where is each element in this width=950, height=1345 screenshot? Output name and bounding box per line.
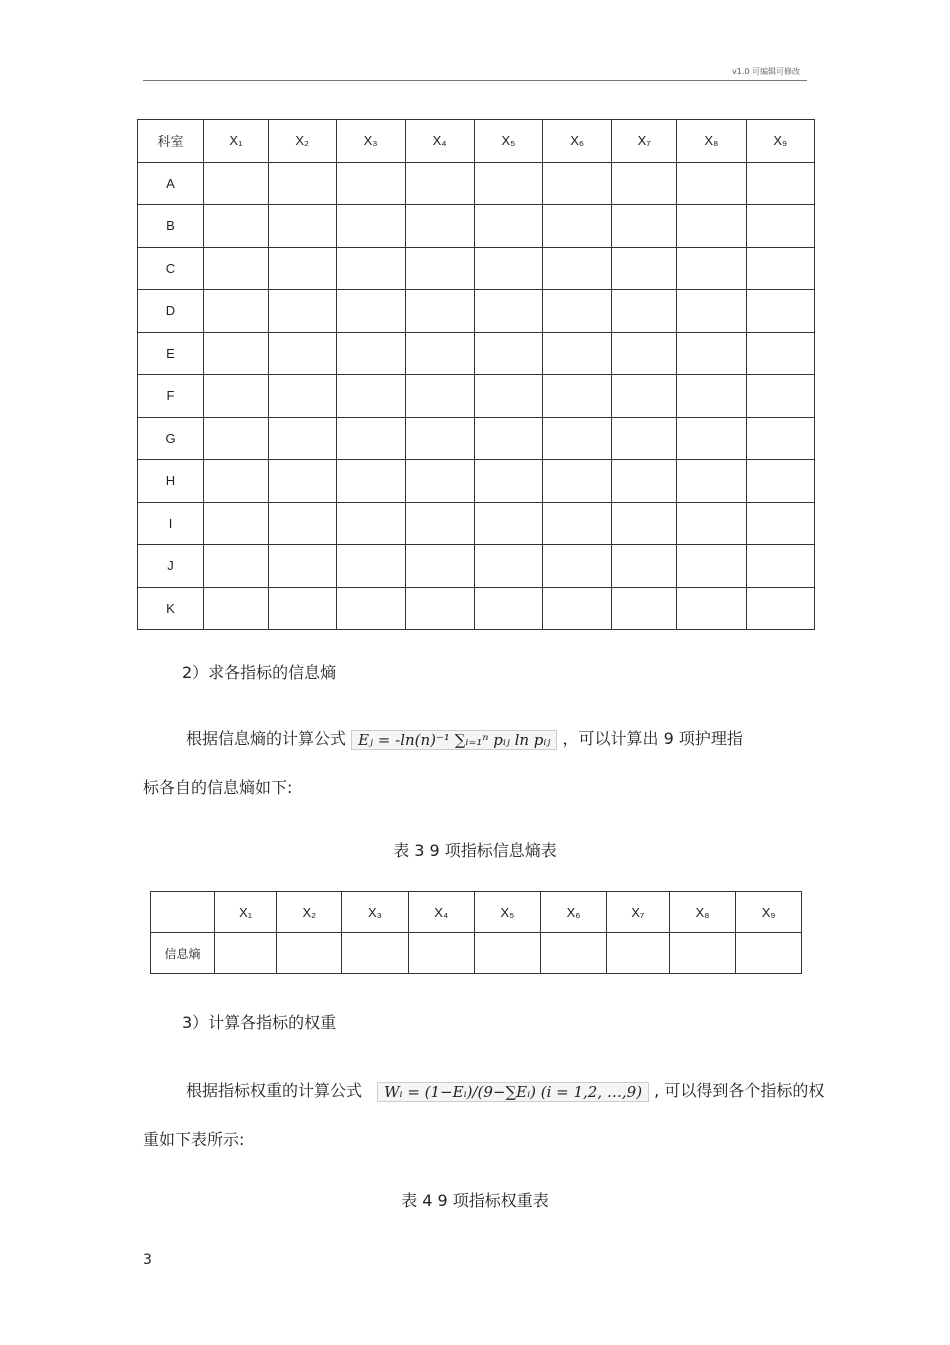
table2-empty-cell	[541, 933, 607, 974]
table1-empty-cell	[543, 205, 612, 248]
table1-row-label: D	[138, 290, 204, 333]
table1-empty-cell	[405, 545, 474, 588]
table1-row	[138, 417, 815, 460]
table2-empty-cell	[607, 933, 670, 974]
table1-empty-cell	[474, 375, 543, 418]
table1-empty-cell	[405, 502, 474, 545]
table2-column-header: X₄	[408, 892, 474, 933]
table1-empty-cell	[474, 545, 543, 588]
table2-column-header: X₁	[215, 892, 277, 933]
table1-empty-cell	[268, 162, 336, 205]
table2-empty-cell	[736, 933, 802, 974]
table1-empty-cell	[612, 290, 677, 333]
table1-empty-cell	[474, 332, 543, 375]
table1-row-label: K	[138, 587, 204, 630]
table1-empty-cell	[204, 375, 269, 418]
table3-caption: 表 4 9 项指标权重表	[401, 1191, 549, 1210]
table1-column-header: X₃	[336, 120, 405, 163]
table1-empty-cell	[268, 417, 336, 460]
table1-column-header: X₄	[405, 120, 474, 163]
table2-column-header: X₇	[607, 892, 670, 933]
table1-empty-cell	[612, 545, 677, 588]
table1-empty-cell	[204, 502, 269, 545]
table1-column-header: X₉	[746, 120, 814, 163]
table2-column-header: X₈	[669, 892, 736, 933]
section3-text-after: , 可以得到各个指标的权	[654, 1081, 825, 1100]
table1-empty-cell	[405, 332, 474, 375]
table1-empty-cell	[268, 460, 336, 503]
table1-row	[138, 205, 815, 248]
table1-empty-cell	[204, 545, 269, 588]
table2-empty-cell	[215, 933, 277, 974]
table2-caption: 表 3 9 项指标信息熵表	[393, 841, 557, 860]
table1-empty-cell	[612, 502, 677, 545]
table1-empty-cell	[268, 502, 336, 545]
table1-empty-cell	[677, 417, 746, 460]
department-table	[137, 119, 815, 630]
table1-empty-cell	[543, 545, 612, 588]
section2-text-before: 根据信息熵的计算公式	[186, 729, 347, 748]
table2-empty-cell	[277, 933, 342, 974]
table1-empty-cell	[336, 545, 405, 588]
table1-row	[138, 290, 815, 333]
table1-empty-cell	[612, 162, 677, 205]
section3-line2: 重如下表所示:	[143, 1130, 245, 1149]
table1-empty-cell	[336, 502, 405, 545]
section2-line1	[186, 726, 743, 750]
table1-empty-cell	[677, 460, 746, 503]
table1-empty-cell	[543, 460, 612, 503]
table1-empty-cell	[677, 545, 746, 588]
table1-empty-cell	[612, 587, 677, 630]
table1-empty-cell	[677, 290, 746, 333]
header-rule	[143, 80, 807, 81]
table1-empty-cell	[268, 290, 336, 333]
table1-empty-cell	[677, 375, 746, 418]
table1-row	[138, 247, 815, 290]
table1-row	[138, 162, 815, 205]
table1-empty-cell	[543, 162, 612, 205]
table1-empty-cell	[746, 460, 814, 503]
weight-formula: Wᵢ = (1−Eᵢ)/(9−∑Eᵢ) (i = 1,2, …,9)	[377, 1082, 649, 1102]
table1-column-header: X₅	[474, 120, 543, 163]
table2-header-row	[151, 892, 802, 933]
table1-empty-cell	[405, 587, 474, 630]
table1-empty-cell	[336, 205, 405, 248]
table1-empty-cell	[746, 545, 814, 588]
table1-row-label: A	[138, 162, 204, 205]
table1-empty-cell	[543, 417, 612, 460]
table1-empty-cell	[268, 205, 336, 248]
table1-empty-cell	[405, 460, 474, 503]
table1-empty-cell	[543, 587, 612, 630]
table2-corner-cell	[151, 892, 215, 933]
table1-empty-cell	[677, 332, 746, 375]
table1-row-label: E	[138, 332, 204, 375]
table1-column-header: X₆	[543, 120, 612, 163]
table1-empty-cell	[204, 417, 269, 460]
table1-empty-cell	[543, 247, 612, 290]
table1-row-label: I	[138, 502, 204, 545]
page-number: 3	[143, 1252, 152, 1268]
table1-empty-cell	[746, 332, 814, 375]
table2-empty-cell	[408, 933, 474, 974]
table1-empty-cell	[474, 417, 543, 460]
table1-empty-cell	[204, 162, 269, 205]
table1-empty-cell	[474, 205, 543, 248]
table1-row	[138, 587, 815, 630]
table1-empty-cell	[405, 375, 474, 418]
table1-empty-cell	[204, 460, 269, 503]
table2-column-header: X₂	[277, 892, 342, 933]
table1-row-label: B	[138, 205, 204, 248]
table1-column-header: X₁	[204, 120, 269, 163]
table1-empty-cell	[336, 290, 405, 333]
section3-heading: 3）计算各指标的权重	[182, 1013, 337, 1032]
table1-row	[138, 332, 815, 375]
table1-row	[138, 545, 815, 588]
table1-empty-cell	[746, 290, 814, 333]
table2-entropy-row	[151, 933, 802, 974]
table1-empty-cell	[268, 587, 336, 630]
table2-row-label: 信息熵	[151, 933, 215, 974]
table1-empty-cell	[474, 587, 543, 630]
table1-column-header: X₈	[677, 120, 746, 163]
table1-empty-cell	[204, 587, 269, 630]
table1-empty-cell	[612, 417, 677, 460]
table1-empty-cell	[677, 587, 746, 630]
section3-text-before: 根据指标权重的计算公式	[186, 1081, 363, 1100]
table1-empty-cell	[405, 290, 474, 333]
table1-empty-cell	[474, 460, 543, 503]
table1-empty-cell	[204, 247, 269, 290]
section2-text-after: ，可以计算出 9 项护理指	[562, 729, 743, 748]
table1-empty-cell	[543, 375, 612, 418]
table1-empty-cell	[612, 205, 677, 248]
table1-empty-cell	[405, 247, 474, 290]
table1-empty-cell	[268, 375, 336, 418]
table1-empty-cell	[204, 205, 269, 248]
table1-empty-cell	[677, 205, 746, 248]
table2-empty-cell	[342, 933, 408, 974]
table1-empty-cell	[543, 332, 612, 375]
table1-empty-cell	[543, 502, 612, 545]
table1-empty-cell	[677, 502, 746, 545]
table1-empty-cell	[336, 162, 405, 205]
table1-empty-cell	[268, 545, 336, 588]
table1-empty-cell	[543, 290, 612, 333]
section3-line1	[186, 1078, 824, 1102]
table1-empty-cell	[677, 162, 746, 205]
table1-row-label: H	[138, 460, 204, 503]
table1-empty-cell	[612, 332, 677, 375]
table2-column-header: X₅	[474, 892, 540, 933]
table1-empty-cell	[746, 587, 814, 630]
table1-empty-cell	[474, 247, 543, 290]
table1-empty-cell	[612, 460, 677, 503]
table1-empty-cell	[746, 205, 814, 248]
table2-empty-cell	[474, 933, 540, 974]
table1-empty-cell	[336, 247, 405, 290]
table1-column-header: X₂	[268, 120, 336, 163]
header-version: v1.0 可编辑可修改	[732, 67, 800, 76]
table1-row	[138, 460, 815, 503]
table1-empty-cell	[746, 417, 814, 460]
table1-row	[138, 375, 815, 418]
table2-column-header: X₃	[342, 892, 408, 933]
table1-empty-cell	[474, 162, 543, 205]
table1-row	[138, 502, 815, 545]
table1-empty-cell	[336, 332, 405, 375]
table1-empty-cell	[612, 375, 677, 418]
table1-row-label: C	[138, 247, 204, 290]
table1-row-label: G	[138, 417, 204, 460]
table1-empty-cell	[268, 247, 336, 290]
table1-row-label: J	[138, 545, 204, 588]
table1-corner-cell: 科室	[138, 120, 204, 163]
table1-empty-cell	[336, 417, 405, 460]
table1-empty-cell	[746, 502, 814, 545]
table1-empty-cell	[336, 460, 405, 503]
table1-empty-cell	[204, 332, 269, 375]
table1-empty-cell	[474, 502, 543, 545]
section2-heading: 2）求各指标的信息熵	[182, 663, 337, 682]
table1-empty-cell	[405, 417, 474, 460]
table1-empty-cell	[612, 247, 677, 290]
table1-empty-cell	[204, 290, 269, 333]
table2-empty-cell	[669, 933, 736, 974]
table1-empty-cell	[746, 247, 814, 290]
table2-column-header: X₉	[736, 892, 802, 933]
table1-empty-cell	[405, 205, 474, 248]
table2-column-header: X₆	[541, 892, 607, 933]
entropy-table	[150, 891, 802, 974]
entropy-formula: Eⱼ = -ln(n)⁻¹ ∑ᵢ₌₁ⁿ pᵢⱼ ln pᵢⱼ	[351, 730, 557, 750]
table1-empty-cell	[405, 162, 474, 205]
table1-header-row	[138, 120, 815, 163]
table1-empty-cell	[746, 375, 814, 418]
table1-empty-cell	[677, 247, 746, 290]
section2-line2: 标各自的信息熵如下:	[143, 778, 293, 797]
table1-empty-cell	[474, 290, 543, 333]
table1-empty-cell	[336, 375, 405, 418]
table1-column-header: X₇	[612, 120, 677, 163]
table1-empty-cell	[268, 332, 336, 375]
table1-empty-cell	[746, 162, 814, 205]
table1-empty-cell	[336, 587, 405, 630]
table1-row-label: F	[138, 375, 204, 418]
